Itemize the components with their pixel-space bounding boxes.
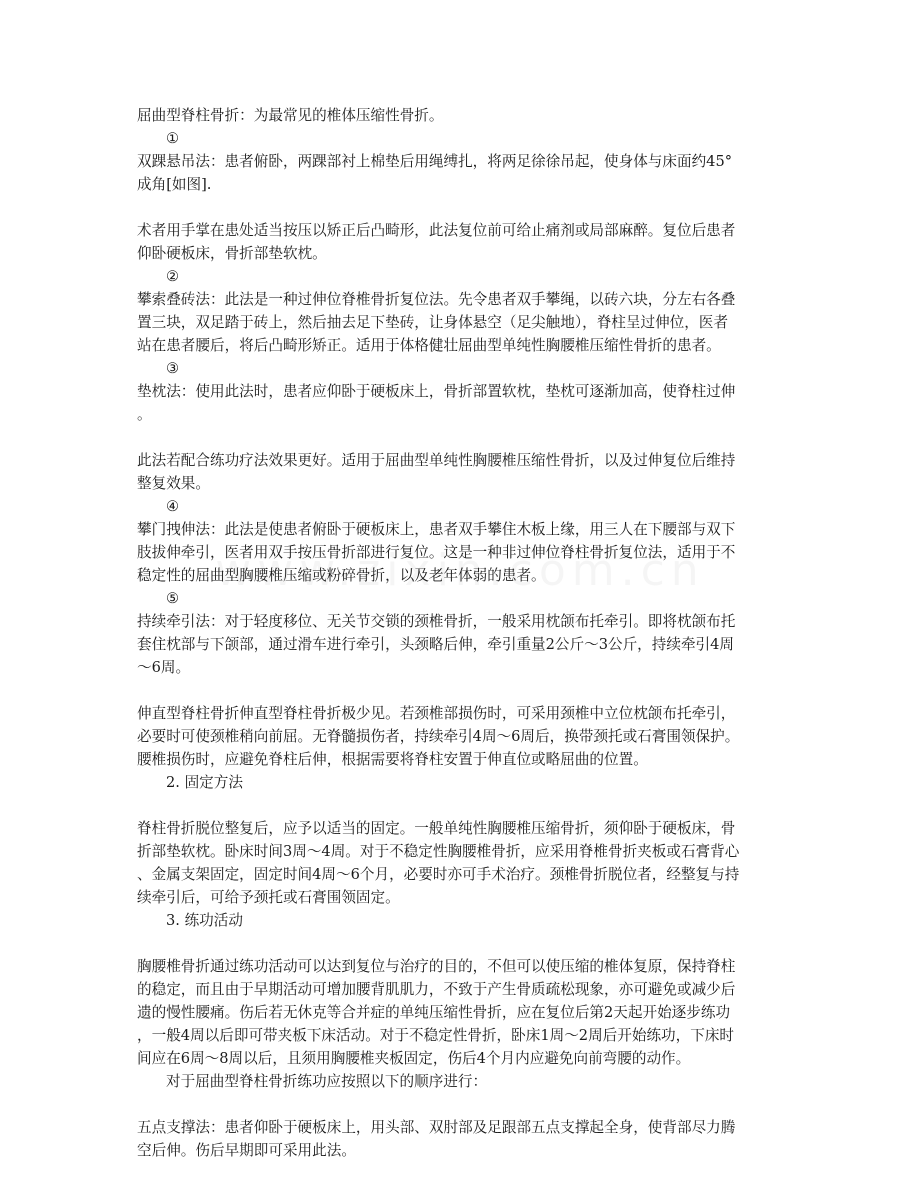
blank-line <box>137 794 787 817</box>
text-line: 双踝悬吊法：患者俯卧，两踝部衬上棉垫后用绳缚扎，将两足徐徐吊起，使身体与床面约45° <box>137 153 733 170</box>
text-line: 胸腰椎骨折通过练功活动可以达到复位与治疗的目的，不但可以使压缩的椎体复原，保持脊柱 <box>137 958 736 975</box>
text-line: 续牵引后，可给予颈托或石膏围领固定。 <box>137 889 400 906</box>
text-line: 攀门拽伸法：此法是使患者俯卧于硬板床上，患者双手攀住木板上缘，用三人在下腰部与双下 <box>137 521 736 538</box>
text-line: 必要时可使颈椎稍向前屈。无脊髓损伤者，持续牵引4周～6周后，换带颈托或石膏围领保护。 <box>137 728 740 745</box>
text-line: 的稳定，而且由于早期活动可增加腰背肌肌力，不致于产生骨质疏松现象，亦可避免或减少后 <box>137 981 736 998</box>
text-line: 、金属支架固定，固定时间4周～6个月，必要时亦可手术治疗。颈椎骨折脱位者，经整复与持 <box>137 866 740 883</box>
text-line: ③ <box>166 360 180 377</box>
blank-line <box>137 426 787 449</box>
text-line: ，一般4周以后即可带夹板下床活动。对于不稳定性骨折，卧床1周～2周后开始练功，下床时 <box>137 1027 735 1044</box>
text-line: 站在患者腰后，将后凸畸形矫正。适用于体格健壮屈曲型单纯性胸腰椎压缩性骨折的患者。 <box>137 337 721 354</box>
text-line: 置三块，双足踏于砖上，然后抽去足下垫砖，让身体悬空（足尖触地），脊柱呈过伸位，医者 <box>137 314 729 331</box>
text-line: 持续牵引法：对于轻度移位、无关节交锁的颈椎骨折，一般采用枕颌布托牵引。即将枕颌布托 <box>137 613 736 630</box>
blank-line <box>137 679 787 702</box>
text-line: 对于屈曲型脊柱骨折练功应按照以下的顺序进行： <box>166 1073 488 1090</box>
text-line: 五点支撑法：患者仰卧于硬板床上，用头部、双肘部及足跟部五点支撑起全身，使背部尽力腾 <box>137 1119 736 1136</box>
text-line: 脊柱骨折脱位整复后，应予以适当的固定。一般单纯性胸腰椎压缩骨折，须仰卧于硬板床，骨 <box>137 820 736 837</box>
text-line: 攀索叠砖法：此法是一种过伸位脊椎骨折复位法。先令患者双手攀绳，以砖六块，分左右各叠 <box>137 291 736 308</box>
text-line: 3. 练功活动 <box>166 912 243 929</box>
text-line: 成角[如图]. <box>137 176 212 193</box>
blank-line <box>137 932 787 955</box>
text-line: ② <box>166 268 180 285</box>
text-line: 空后伸。伤后早期即可采用此法。 <box>137 1142 356 1159</box>
text-line: 仰卧硬板床，骨折部垫软枕。 <box>137 245 327 262</box>
text-line: 肢拔伸牵引，医者用双手按压骨折部进行复位。这是一种非过伸位脊柱骨折复位法，适用于不 <box>137 544 736 561</box>
text-line: 此法若配合练功疗法效果更好。适用于屈曲型单纯性胸腰椎压缩性骨折，以及过伸复位后维持 <box>137 452 736 469</box>
blank-line <box>137 1093 787 1116</box>
text-line: 稳定性的屈曲型胸腰椎压缩或粉碎骨折，以及老年体弱的患者。 <box>137 567 546 584</box>
text-line: 间应在6周～8周以后，且须用胸腰椎夹板固定，伤后4个月内应避免向前弯腰的动作。 <box>137 1050 691 1067</box>
text-line: 整复效果。 <box>137 475 210 492</box>
document-body <box>137 104 787 1162</box>
text-line: 屈曲型脊柱骨折：为最常见的椎体压缩性骨折。 <box>137 107 444 124</box>
blank-line <box>137 196 787 219</box>
text-line: 。 <box>137 406 152 423</box>
text-line: ① <box>166 130 180 147</box>
text-line: 套住枕部与下颌部，通过滑车进行牵引，头颈略后伸，牵引重量2公斤～3公斤，持续牵引4周 <box>137 636 735 653</box>
text-line: 垫枕法：使用此法时，患者应仰卧于硬板床上，骨折部置软枕，垫枕可逐渐加高，使脊柱过伸 <box>137 383 736 400</box>
text-line: 伸直型脊柱骨折伸直型脊柱骨折极少见。若颈椎部损伤时，可采用颈椎中立位枕颌布托牵引， <box>137 705 736 722</box>
text-line: 折部垫软枕。卧床时间3周～4周。对于不稳定性胸腰椎骨折，应采用脊椎骨折夹板或石膏背心 <box>137 843 740 860</box>
text-line: ⑤ <box>166 590 180 607</box>
text-line: 术者用手掌在患处适当按压以矫正后凸畸形，此法复位前可给止痛剂或局部麻醉。复位后患者 <box>137 222 736 239</box>
text-line: ④ <box>166 498 180 515</box>
text-line: ～6周。 <box>137 659 191 676</box>
text-line: 遗的慢性腰痛。伤后若无休克等合并症的单纯压缩性骨折，应在复位后第2天起开始逐步练功 <box>137 1004 731 1021</box>
text-line: 2. 固定方法 <box>166 774 243 791</box>
text-line: 腰椎损伤时，应避免脊柱后伸，根据需要将脊柱安置于伸直位或略屈曲的位置。 <box>137 751 648 768</box>
